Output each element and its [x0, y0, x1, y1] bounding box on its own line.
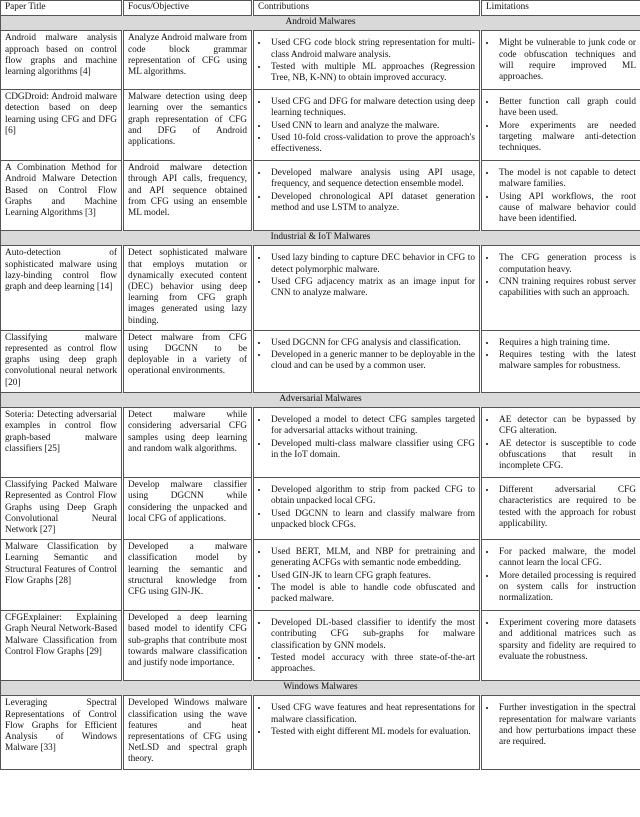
limitation-item: • More detailed processing is required on system calls for instruction normalization.	[497, 570, 636, 605]
contribution-item: • Used CFG wave features and heat representations for malware classification.	[269, 702, 475, 725]
header-paper-title: Paper Title	[1, 1, 123, 16]
limitations-cell	[481, 408, 640, 478]
contributions-list	[258, 484, 475, 531]
focus-objective-cell: Analyze Android malware from code block grammar representation of CFG using ML algorithms.	[123, 31, 253, 90]
contribution-item: • Used 10-fold cross-validation to prove the approach's effectiveness.	[269, 132, 475, 155]
table-body	[1, 16, 640, 769]
contributions-cell	[253, 31, 481, 90]
limitations-list	[486, 37, 636, 83]
limitation-item: • Experiment covering more datasets and additional matrices such as sparsity and fidelity are required to evaluate the robustness.	[497, 617, 636, 663]
paper-title-cell: Android malware analysis approach based on control flow graphs and machine learning algorithms [4]	[1, 31, 123, 90]
focus-objective-cell: Detect malware from CFG using DGCNN to be deployable in a variety of operational environments.	[123, 330, 253, 392]
limitations-cell	[481, 246, 640, 330]
contributions-cell	[253, 90, 481, 161]
limitations-list	[486, 252, 636, 299]
contribution-item: • Tested with eight different ML models for evaluation.	[269, 726, 475, 738]
section-title: Industrial & IoT Malwares	[1, 231, 640, 246]
paper-title-cell: Auto-detection of sophisticated malware using lazy-binding control flow graph and deep learning [14]	[1, 246, 123, 330]
limitations-cell	[481, 90, 640, 161]
focus-objective-cell: Detect sophisticated malware that employs mutation or dynamically executed content (DEC) behavior using deep learning from CFG graph images generated using lazy binding.	[123, 246, 253, 330]
limitations-cell	[481, 31, 640, 90]
contribution-item: • Used CNN to learn and analyze the malware.	[269, 120, 475, 132]
limitation-item: • Requires a high training time.	[497, 337, 636, 349]
limitations-list	[486, 167, 636, 225]
contribution-item: • Developed multi-class malware classifier using CFG in the IoT domain.	[269, 438, 475, 461]
limitation-item: • AE detector is susceptible to code obfuscations that result in incomplete CFG.	[497, 438, 636, 473]
contribution-item: • Used CFG adjacency matrix as an image input for CNN to analyze malware.	[269, 276, 475, 299]
limitation-item: • Different adversarial CFG characteristics are required to be tested with the approach for robust applicability.	[497, 484, 636, 530]
limitation-item: • AE detector can be bypassed by CFG alteration.	[497, 414, 636, 437]
limitations-cell	[481, 696, 640, 769]
focus-objective-cell: Developed a malware classification model by learning the semantic and structural knowledge from CFG using GIN-JK.	[123, 540, 253, 611]
section-header-row	[1, 392, 640, 407]
contributions-list	[258, 337, 475, 373]
contributions-cell	[253, 330, 481, 392]
contributions-list	[258, 546, 475, 605]
paper-title-cell: Malware Classification by Learning Semantic and Structural Features of Control Flow Graphs [28]	[1, 540, 123, 611]
paper-title-cell: Soteria: Detecting adversarial examples in control flow graph-based malware classifiers [25]	[1, 408, 123, 478]
limitations-list	[486, 617, 636, 663]
header-limitations: Limitations	[481, 1, 640, 16]
limitations-list	[486, 702, 636, 748]
contribution-item: • Developed malware analysis using API usage, frequency, and sequence detection ensemble model.	[269, 167, 475, 190]
section-title: Adversarial Malwares	[1, 392, 640, 407]
limitations-list	[486, 546, 636, 604]
limitations-cell	[481, 540, 640, 611]
contribution-item: • Tested with multiple ML approaches (Regression Tree, NB, K-NN) to obtain improved accuracy.	[269, 61, 475, 84]
contributions-cell	[253, 611, 481, 681]
contributions-cell	[253, 408, 481, 478]
limitations-cell	[481, 611, 640, 681]
limitation-item: • The model is not capable to detect malware families.	[497, 167, 636, 190]
table-row	[1, 540, 640, 611]
limitations-list	[486, 414, 636, 472]
contributions-list	[258, 96, 475, 155]
limitations-list	[486, 337, 636, 373]
section-title: Android Malwares	[1, 16, 640, 31]
contribution-item: • Used DGCNN to learn and classify malware from unpacked block CFGs.	[269, 508, 475, 531]
contributions-list	[258, 37, 475, 84]
contributions-cell	[253, 161, 481, 231]
contribution-item: • Developed in a generic manner to be deployable in the cloud and can be used by a common user.	[269, 349, 475, 372]
paper-title-cell: Leveraging Spectral Representations of Control Flow Graphs for Efficient Analysis of Windows Malware [33]	[1, 696, 123, 769]
focus-objective-cell: Develop malware classifier using DGCNN while considering the unpacked and local CFG of applications.	[123, 478, 253, 540]
contribution-item: • Used BERT, MLM, and NBP for pretraining and generating ACFGs with semantic node embedding.	[269, 546, 475, 569]
paper-title-cell: A Combination Method for Android Malware Detection Based on Control Flow Graphs and Machine Learning Algorithms [3]	[1, 161, 123, 231]
contributions-list	[258, 702, 475, 738]
contribution-item: • Developed chronological API dataset generation method and use LSTM to analyze.	[269, 191, 475, 214]
paper-title-cell: Classifying malware represented as control flow graphs using deep graph convolutional neural network [20]	[1, 330, 123, 392]
section-header-row	[1, 681, 640, 696]
section-header-row	[1, 231, 640, 246]
contribution-item: • Used CFG and DFG for malware detection using deep learning techniques.	[269, 96, 475, 119]
contributions-cell	[253, 696, 481, 769]
contributions-list	[258, 252, 475, 299]
limitations-cell	[481, 161, 640, 231]
limitations-cell	[481, 478, 640, 540]
limitation-item: • Further investigation in the spectral representation for malware variants and how perturbations impact these are required.	[497, 702, 636, 748]
table-row	[1, 31, 640, 90]
contribution-item: • The model is able to handle code obfuscated and packed malware.	[269, 582, 475, 605]
table-row	[1, 478, 640, 540]
section-header-row	[1, 16, 640, 31]
contribution-item: • Tested model accuracy with three state-of-the-art approaches.	[269, 652, 475, 675]
header-contributions: Contributions	[253, 1, 481, 16]
contributions-list	[258, 167, 475, 214]
paper-title-cell: CDGDroid: Android malware detection based on deep learning using CFG and DFG [6]	[1, 90, 123, 161]
header-row	[1, 1, 640, 16]
limitation-item: • Using API workflows, the root cause of malware behavior could have been identified.	[497, 191, 636, 226]
contributions-list	[258, 414, 475, 461]
limitation-item: • Better function call graph could have been used.	[497, 96, 636, 119]
table-row	[1, 330, 640, 392]
contributions-list	[258, 617, 475, 675]
limitations-cell	[481, 330, 640, 392]
paper-title-cell: CFGExplainer: Explaining Graph Neural Network-Based Malware Classification from Control Flow Graphs [29]	[1, 611, 123, 681]
limitation-item: • Requires testing with the latest malware samples for robustness.	[497, 349, 636, 372]
contribution-item: • Developed algorithm to strip from packed CFG to obtain unpacked local CFG.	[269, 484, 475, 507]
contribution-item: • Developed DL-based classifier to identify the most contributing CFG sub-graphs for malware classification by GNN models.	[269, 617, 475, 652]
focus-objective-cell: Developed Windows malware classification using the wave features and heat representations of CFG using NetLSD and spectral graph theory.	[123, 696, 253, 769]
contributions-cell	[253, 478, 481, 540]
table-row	[1, 246, 640, 330]
contributions-cell	[253, 246, 481, 330]
table-row	[1, 696, 640, 769]
contribution-item: • Used GIN-JK to learn CFG graph features.	[269, 570, 475, 582]
limitation-item: • CNN training requires robust server capabilities with such an approach.	[497, 276, 636, 299]
limitation-item: • Might be vulnerable to junk code or code obfuscation techniques and will require improved ML approaches.	[497, 37, 636, 83]
contributions-cell	[253, 540, 481, 611]
focus-objective-cell: Malware detection using deep learning over the semantics graph representation of CFG and DFG of Android applications.	[123, 90, 253, 161]
paper-title-cell: Classifying Packed Malware Represented as Control Flow Graphs using Deep Graph Convolutional Neural Network [27]	[1, 478, 123, 540]
limitation-item: • The CFG generation process is computation heavy.	[497, 252, 636, 275]
contribution-item: • Used CFG code block string representation for multi-class Android malware analysis.	[269, 37, 475, 60]
limitations-list	[486, 96, 636, 154]
limitation-item: • For packed malware, the model cannot learn the local CFG.	[497, 546, 636, 569]
table-row	[1, 161, 640, 231]
focus-objective-cell: Detect malware while considering adversarial CFG samples using deep learning and random walk algorithms.	[123, 408, 253, 478]
focus-objective-cell: Android malware detection through API calls, frequency, and API sequence obtained from CFG using an ensemble ML model.	[123, 161, 253, 231]
contribution-item: • Developed a model to detect CFG samples targeted for adversarial attacks without training.	[269, 414, 475, 437]
limitation-item: • More experiments are needed targeting malware anti-detection techniques.	[497, 120, 636, 155]
table-row	[1, 611, 640, 681]
table-row	[1, 90, 640, 161]
table-row	[1, 408, 640, 478]
header-focus-objective: Focus/Objective	[123, 1, 253, 16]
contribution-item: • Used DGCNN for CFG analysis and classification.	[269, 337, 475, 349]
contribution-item: • Used lazy binding to capture DEC behavior in CFG to detect polymorphic malware.	[269, 252, 475, 275]
limitations-list	[486, 484, 636, 530]
section-title: Windows Malwares	[1, 681, 640, 696]
focus-objective-cell: Developed a deep learning based model to identify CFG sub-graphs that contribute most towards malware classification and justify node importance.	[123, 611, 253, 681]
table-header	[1, 1, 640, 16]
